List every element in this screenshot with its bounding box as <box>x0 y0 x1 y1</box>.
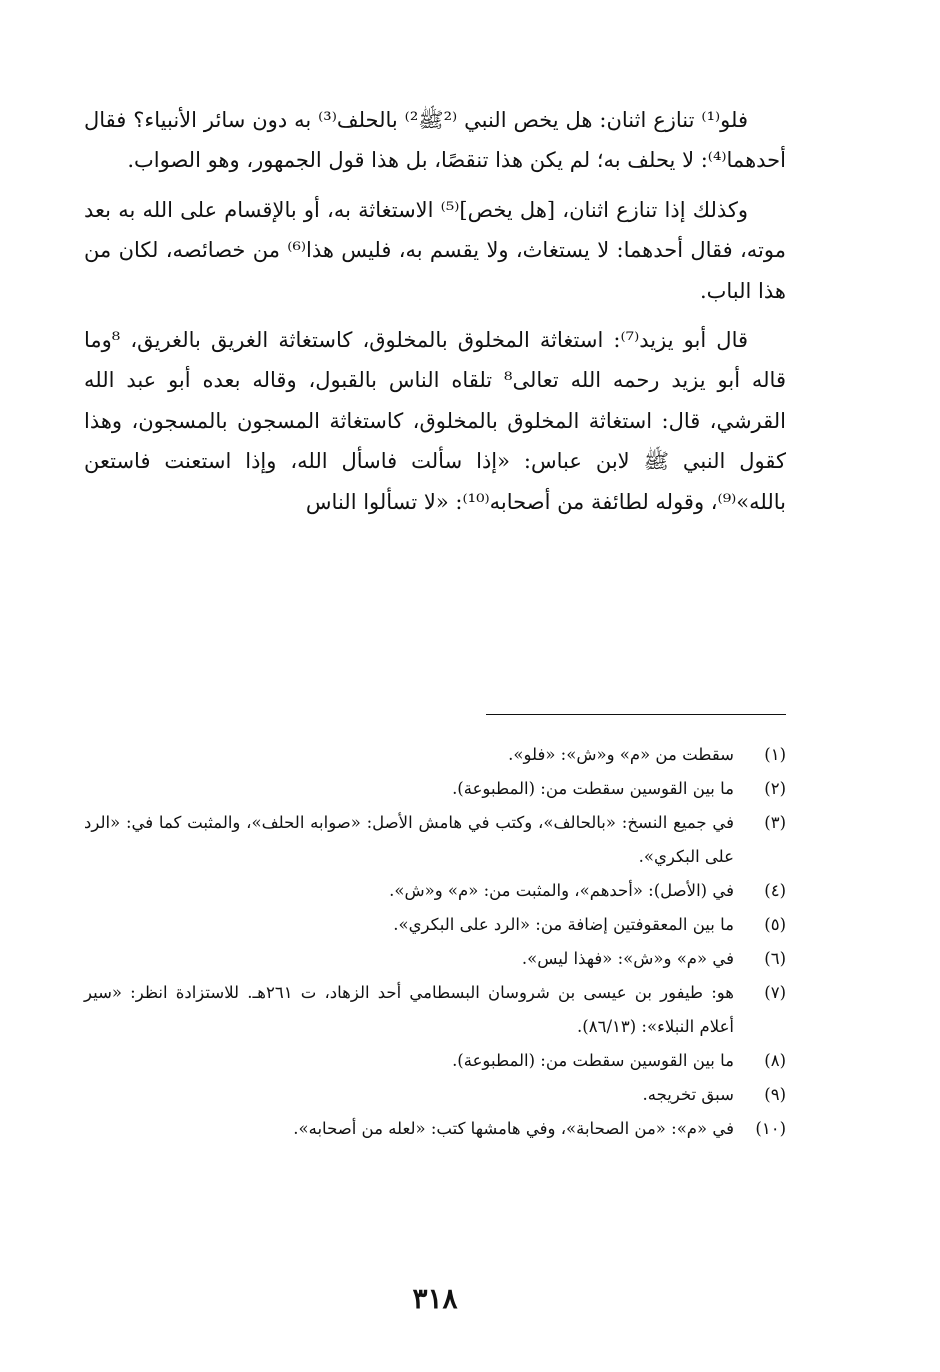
footnote-separator <box>486 714 786 715</box>
page-number: ٣١٨ <box>412 1282 458 1315</box>
footnotes <box>84 738 786 1146</box>
paragraph-3: قال أبو يزيد⁽⁷⁾: استغاثة المخلوق بالمخلوق، كاستغاثة الغريق بالغريق، ⁸وما قاله أبو يزيد رحمه الله تعالى⁸ تلقاه الناس بالقبول، وقاله بعده أبو عبد الله القرشي، قال: استغاثة المخلوق بالمخلوق، كاستغاثة المسجون بالمسجون، وهذا كقول النبي ﷺ لابن عباس: «إذا سألت فاسأل الله، وإذا استعنت فاستعن بالله»⁽⁹⁾، وقوله لطائفة من أصحابه⁽¹⁰⁾: «لا تسألوا الناس <box>84 328 786 514</box>
paragraph-1: فلو⁽¹⁾ تنازع اثنان: هل يخص النبي ⁽²ﷺ²⁾ بالحلف⁽³⁾ به دون سائر الأنبياء؟ فقال أحدهما⁽⁴⁾: لا يحلف به؛ لم يكن هذا تنقصًا، بل هذا قول الجمهور، وهو الصواب. <box>84 108 786 173</box>
footnote-text: ما بين القوسين سقطت من: (المطبوعة). <box>452 1051 734 1070</box>
footnote-4 <box>84 874 786 908</box>
paragraph-2: وكذلك إذا تنازع اثنان، [هل يخص]⁽⁵⁾ الاستغاثة به، أو بالإقسام على الله به بعد موته، فقال أحدهما: لا يستغاث، ولا يقسم به، فليس هذا⁽⁶⁾ من خصائصه، لكان من هذا الباب. <box>84 197 786 303</box>
footnote-text: في «م»: «من الصحابة»، وفي هامشها كتب: «لعله من أصحابه». <box>293 1119 734 1138</box>
footnote-7 <box>84 976 786 1044</box>
footnote-text: في جميع النسخ: «بالحالف»، وكتب في هامش الأصل: «صوابه الحلف»، والمثبت كما في: «الرد على البكري». <box>84 813 734 866</box>
footnote-number: (٨) <box>764 1051 786 1070</box>
footnote-number: (١٠) <box>755 1119 786 1138</box>
footnote-3 <box>84 806 786 874</box>
footnote-9 <box>84 1078 786 1112</box>
footnote-text: في (الأصل): «أحدهم»، والمثبت من: «م» و«ش». <box>389 881 734 900</box>
book-page <box>84 0 786 1372</box>
footnote-number: (٤) <box>764 881 786 900</box>
footnote-number: (١) <box>764 745 786 764</box>
footnote-text: ما بين القوسين سقطت من: (المطبوعة). <box>452 779 734 798</box>
footnote-number: (٩) <box>764 1085 786 1104</box>
footnote-number: (٢) <box>764 779 786 798</box>
footnote-8 <box>84 1044 786 1078</box>
footnote-number: (٧) <box>764 983 786 1002</box>
footnote-text: ما بين المعقوفتين إضافة من: «الرد على البكري». <box>393 915 734 934</box>
footnote-text: هو: طيفور بن عيسى بن شروسان البسطامي أحد الزهاد، ت ٢٦١هـ. للاستزادة انظر: «سير أعلام النبلاء»: (٨٦/١٣). <box>84 983 735 1036</box>
footnote-text: سقطت من «م» و«ش»: «فلو». <box>508 745 734 764</box>
footnote-1 <box>84 738 786 772</box>
footnote-5 <box>84 908 786 942</box>
footnote-10 <box>84 1112 786 1146</box>
footnote-text: سبق تخريجه. <box>642 1085 734 1104</box>
footnote-6 <box>84 942 786 976</box>
main-text <box>84 100 786 531</box>
footnote-number: (٥) <box>764 915 786 934</box>
footnote-number: (٣) <box>764 813 786 832</box>
footnote-2 <box>84 772 786 806</box>
footnote-text: في «م» و«ش»: «فهذا ليس». <box>521 949 734 968</box>
footnote-number: (٦) <box>764 949 786 968</box>
